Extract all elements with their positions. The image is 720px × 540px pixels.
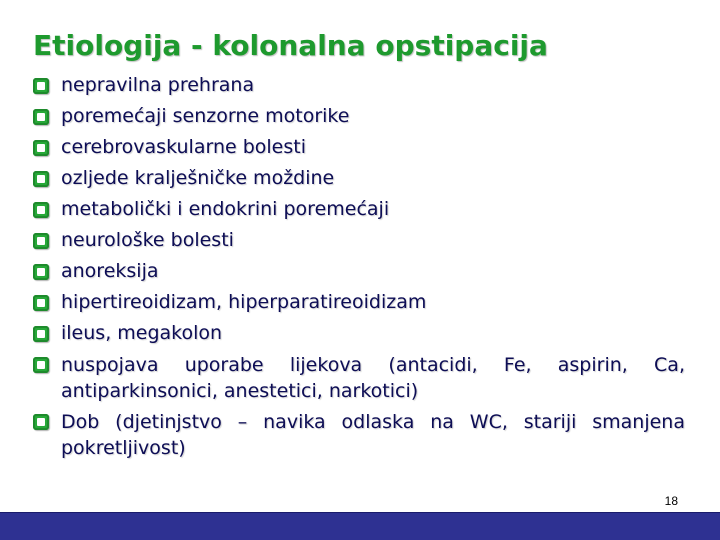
square-bullet-icon [33,414,49,430]
square-bullet-icon [33,326,49,342]
bullet-item [33,349,685,406]
footer-bar [0,512,720,540]
bullet-text: cerebrovaskularne bolesti [61,136,306,158]
bullet-text: hipertireoidizam, hiperparatireoidizam [61,291,427,313]
bullet-item [33,163,685,194]
bullet-item [33,225,685,256]
square-bullet-icon [33,233,49,249]
bullet-item [33,101,685,132]
bullet-text: ozljede kralješničke moždine [61,167,335,189]
bullet-item [33,70,685,101]
bullet-text: poremećaji senzorne motorike [61,105,350,127]
bullet-text: nepravilna prehrana [61,74,255,96]
slide-title: Etiologija - kolonalna opstipacija [33,29,548,62]
bullet-text: anoreksija [61,260,159,282]
square-bullet-icon [33,78,49,94]
square-bullet-icon [33,264,49,280]
bullet-item [33,194,685,225]
bullet-item [33,406,685,463]
bullet-list [33,70,685,463]
bullet-item [33,318,685,349]
bullet-item [33,256,685,287]
square-bullet-icon [33,109,49,125]
square-bullet-icon [33,202,49,218]
bullet-text: neurološke bolesti [61,229,234,251]
square-bullet-icon [33,357,49,373]
bullet-item [33,132,685,163]
bullet-text: Dob (djetinjstvo – navika odlaska na WC, stariji smanjena pokretljivost) [61,411,685,459]
square-bullet-icon [33,295,49,311]
square-bullet-icon [33,140,49,156]
square-bullet-icon [33,171,49,187]
bullet-text: ileus, megakolon [61,322,223,344]
bullet-text: nuspojava uporabe lijekova (antacidi, Fe, aspirin, Ca, antiparkinsonici, anestetici, narkotici) [61,354,685,402]
page-number: 18 [664,494,678,508]
bullet-item [33,287,685,318]
bullet-text: metabolički i endokrini poremećaji [61,198,390,220]
